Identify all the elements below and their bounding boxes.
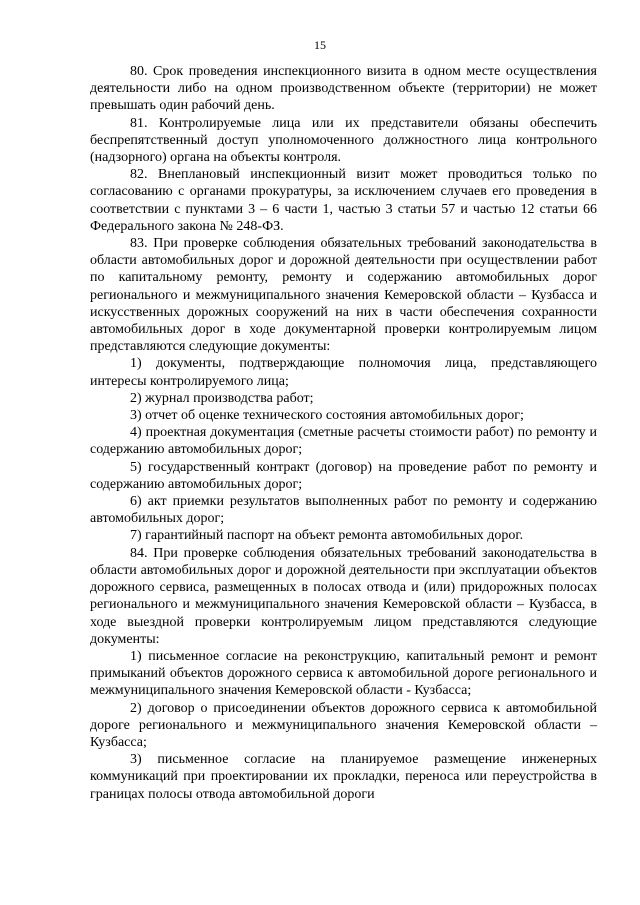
list-item-84-3: 3) письменное согласие на планируемое размещение инженерных коммуникаций при проектировании их прокладки, переноса или переустройства в границах полосы отвода автомобильной дороги [90,752,597,802]
list-item-83-4: 4) проектная документация (сметные расчеты стоимости работ) по ремонту и содержанию автомобильных дорог; [90,425,597,458]
list-item-83-3: 3) отчет об оценке технического состояния автомобильных дорог; [130,408,524,424]
paragraph-82: 82. Внеплановый инспекционный визит может проводиться только по согласованию с органами прокуратуры, за исключением случаев его проведения в соответствии с пунктами 3 – 6 части 1, частью 3 статьи 57 и частью 12 статьи 66 Федерального закона № 248-ФЗ. [90,167,597,234]
document-body [90,63,597,803]
list-item-83-1: 1) документы, подтверждающие полномочия лица, представляющего интересы контролируемого лица; [90,356,597,389]
list-item-83-6: 6) акт приемки результатов выполненных работ по ремонту и содержанию автомобильных дорог; [90,494,597,527]
paragraph-80: 80. Срок проведения инспекционного визита в одном месте осуществления деятельности либо на одном производственном объекте (территории) не может превышать один рабочий день. [90,64,597,114]
paragraph-81: 81. Контролируемые лица или их представители обязаны обеспечить беспрепятственный доступ уполномоченного должностного лица контрольного (надзорного) органа на объекты контроля. [90,115,597,166]
list-item-83-2: 2) журнал производства работ; [130,390,314,406]
list-item-83-7: 7) гарантийный паспорт на объект ремонта автомобильных дорог. [130,528,524,544]
list-item-84-1: 1) письменное согласие на реконструкцию, капитальный ремонт и ремонт примыканий объектов дорожного сервиса к автомобильной дороге регионального и межмуниципального значения Кемеровской области - Кузбасса; [90,648,597,699]
paragraph-84: 84. При проверке соблюдения обязательных требований законодательства в области автомобильных дорог и дорожной деятельности при эксплуатации объектов дорожного сервиса, размещенных в полосах отвода и (или) придорожных полосах регионального и межмуниципального значения Кемеровской области – Кузбасса, в ходе выездной проверки контролируемым лицом представляются следующие документы: [90,545,597,647]
paragraph-83: 83. При проверке соблюдения обязательных требований законодательства в области автомобильных дорог и дорожной деятельности при осуществлении работ по капитальному ремонту, ремонту и содержанию автомобильных дорог регионального и межмуниципального значения Кемеровской области – Кузбасса и искусственных дорожных сооружений на них в части обеспечения сохранности автомобильных дорог в ходе документарной проверки контролируемым лицом представляются следующие документы: [90,236,597,355]
list-item-84-2: 2) договор о присоединении объектов дорожного сервиса к автомобильной дороге регионального и межмуниципального значения Кемеровской области – Кузбасса; [90,700,597,750]
page-number: 15 [314,38,326,52]
list-item-83-5: 5) государственный контракт (договор) на проведение работ по ремонту и содержанию автомобильных дорог; [90,459,597,492]
